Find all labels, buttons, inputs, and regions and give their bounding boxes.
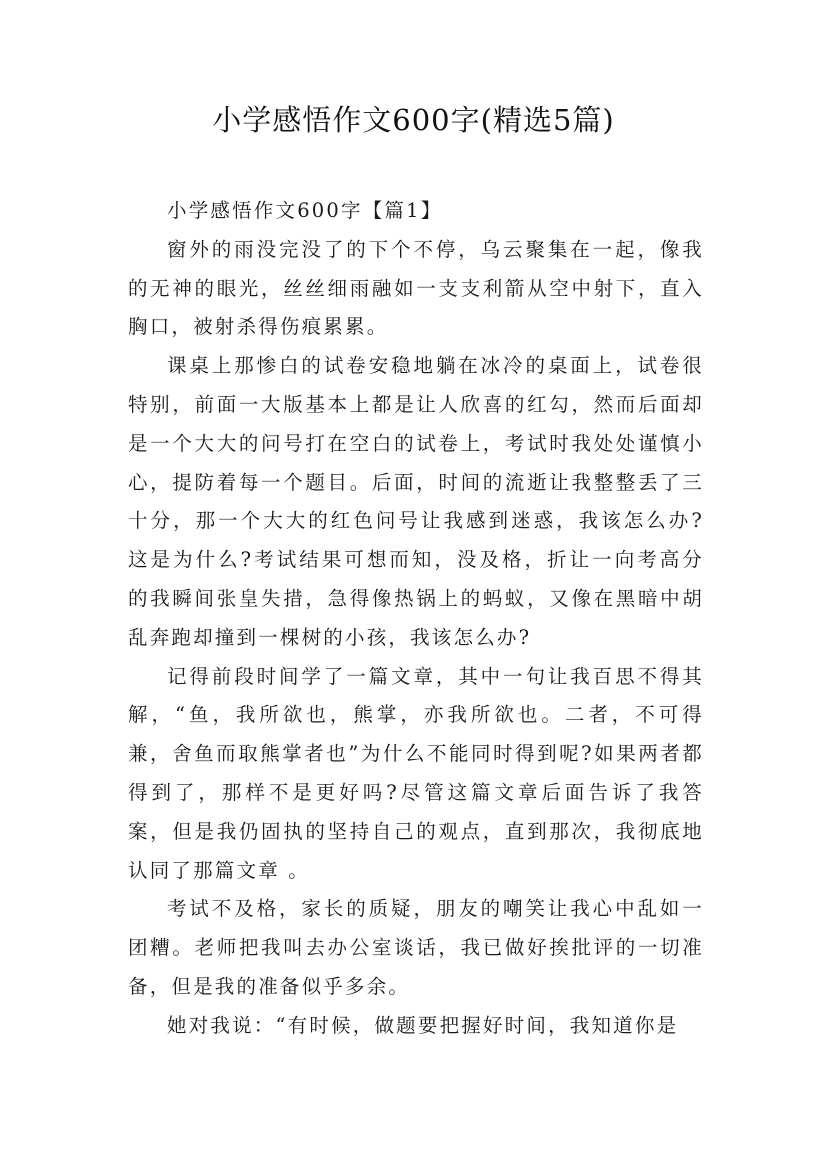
- paragraph-5: 她对我说：“有时候，做题要把握好时间，我知道你是: [167, 1013, 679, 1037]
- article-body: [128, 192, 704, 1046]
- paragraph-3: 记得前段时间学了一篇文章，其中一句让我百思不得其解，“鱼，我所欲也，熊掌，亦我所欲也。二者，不可得兼，舍鱼而取熊掌者也”为什么不能同时得到呢?如果两者都得到了，那样不是更好吗?尽管这篇文章后面告诉了我答案，但是我仍固执的坚持自己的观点，直到那次，我彻底地认同了那篇文章 。: [128, 664, 704, 882]
- document-title: 小学感悟作文600字(精选5篇): [212, 103, 615, 137]
- section-heading: 小学感悟作文600字【篇1】: [167, 199, 443, 222]
- paragraph-1: 窗外的雨没完没了的下个不停，乌云聚集在一起，像我的无神的眼光，丝丝细雨融如一支支利箭从空中射下，直入胸口，被射杀得伤痕累累。: [128, 237, 704, 339]
- paragraph-2: 课桌上那惨白的试卷安稳地躺在冰冷的桌面上，试卷很特别，前面一大版基本上都是让人欣喜的红勾，然而后面却是一个大大的问号打在空白的试卷上，考试时我处处谨慎小心，提防着每一个题目。后面，时间的流逝让我整整丢了三十分，那一个大大的红色问号让我感到迷惑，我该怎么办?这是为什么?考试结果可想而知，没及格，折让一向考高分的我瞬间张皇失措，急得像热锅上的蚂蚁，又像在黑暗中胡乱奔跑却撞到一棵树的小孩，我该怎么办?: [128, 354, 704, 649]
- paragraph-4: 考试不及格，家长的质疑，朋友的嘲笑让我心中乱如一团糟。老师把我叫去办公室谈话，我已做好挨批评的一切准备，但是我的准备似乎多余。: [128, 897, 704, 998]
